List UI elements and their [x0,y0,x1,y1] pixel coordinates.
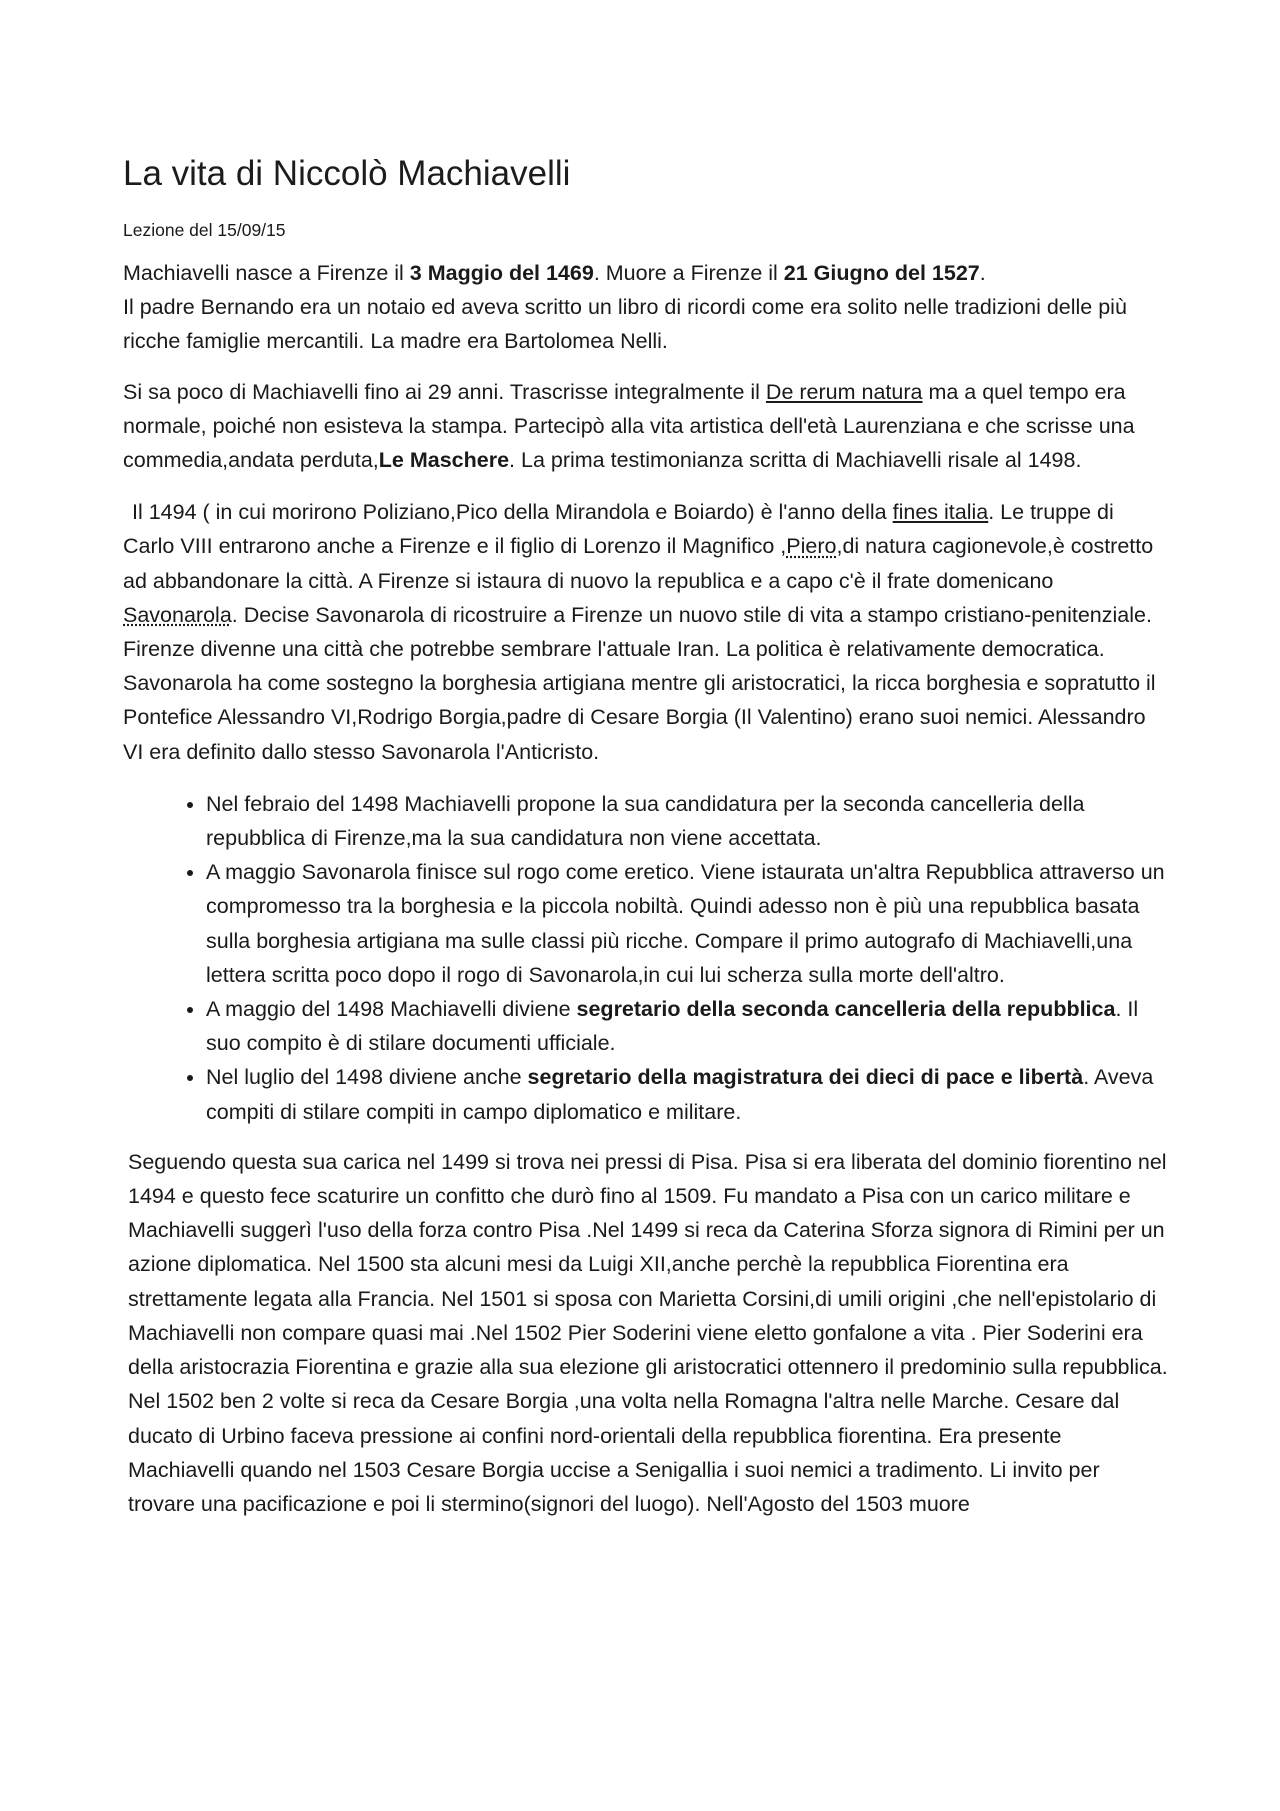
list-item [206,1060,1170,1128]
list-item: • Nel febraio del 1498 Machiavelli propone la sua candidatura per la seconda cancelleria della repubblica di Firenze,ma la sua candidatura non viene accettata. [206,787,1170,855]
underlined-fines-italia: fines italia [892,500,989,525]
paragraph-1494 [123,495,1170,769]
bullet-list [123,787,1170,1129]
bold-le-maschere: Le Maschere [378,448,510,473]
bold-role: segretario della magistratura dei dieci di pace e libertà [527,1065,1084,1090]
bold-death-date: 21 Giugno del 1527 [783,261,980,285]
dotted-piero: Piero [786,534,837,559]
text-span: A maggio del 1498 Machiavelli diviene [206,997,577,1022]
paragraph-birth [123,256,1170,359]
text-span: . La prima testimonianza scritta di Machiavelli risale al 1498. [509,448,1082,473]
bold-birth-date: 3 Maggio del 1469 [409,261,594,285]
page-title: La vita di Niccolò Machiavelli [123,154,571,193]
text-span: Machiavelli nasce a Firenze il [123,261,410,285]
text-span: ,di natura cagionevole,è costretto ad abbandonare la città. A Firenze si istaura di nuovo la republica e a capo c'è il frate domenicano [123,534,1154,593]
list-item [206,992,1170,1060]
text-span: Si sa poco di Machiavelli fino ai 29 anni. Trascrisse integralmente il [123,379,766,404]
list-item: • A maggio Savonarola finisce sul rogo come eretico. Viene istaurata un'altra Repubblica attraverso un compromesso tra la borghesia e la piccola nobiltà. Quindi adesso non è più una repubblica basata sulla borghesia artigiana ma sulle classi più ricche. Compare il primo autografo di Machiavelli,una lettera scritta poco dopo il rogo di Savonarola,in cui lui scherza sulla morte dell'altro. [206,855,1170,992]
paragraph-pisa: Seguendo questa sua carica nel 1499 si trova nei pressi di Pisa. Pisa si era liberata del dominio fiorentino nel 1494 e questo fece scaturire un confitto che durò fino al 1509. Fu mandato a Pisa con un carico militare e Machiavelli suggerì l'uso della forza contro Pisa .Nel 1499 si reca da Caterina Sforza signora di Rimini per un azione diplomatica. Nel 1500 sta alcuni mesi da Luigi XII,anche perchè la repubblica Fiorentina era strettamente legata alla Francia. Nel 1501 si sposa con Marietta Corsini,di umili origini ,che nell'epistolario di Machiavelli non compare quasi mai .Nel 1502 Pier Soderini viene eletto gonfalone a vita . Pier Soderini era della aristocrazia Fiorentina e grazie alla sua elezione gli aristocratici ottennero il predominio sulla repubblica. Nel 1502 ben 2 volte si reca da Cesare Borgia ,una volta nella Romagna l'altra nelle Marche. Cesare dal ducato di Urbino faceva pressione ai confini nord-orientali della repubblica fiorentina. Era presente Machiavelli quando nel 1503 Cesare Borgia uccise a Senigallia i suoi nemici a tradimento. Li invito per trovare una pacificazione e poi li stermino(signori del luogo). Nell'Agosto del 1503 muore [128,1149,1168,1516]
text-span: Il 1494 ( in cui morirono Poliziano,Pico della Mirandola e Boiardo) è l'anno della [132,500,893,525]
text-span: . [979,261,986,285]
lesson-date: Lezione del 15/09/15 [123,220,286,240]
text-span: . Il suo compito è di stilare documenti ufficiale. [206,997,1139,1056]
bold-role: segretario della seconda cancelleria della repubblica [576,997,1116,1022]
text-span: ma a quel tempo era normale, poiché non esisteva la stampa. Partecipò alla vita artistica dell'età Laurenziana e che scrisse una commedia,andata perduta, [123,379,1135,473]
underlined-de-rerum-natura: De rerum natura [765,379,923,404]
text-span: Nel luglio del 1498 diviene anche [206,1065,528,1090]
text-span: Il padre Bernando era un notaio ed aveva scritto un libro di ricordi come era solito nelle tradizioni delle più ricche famiglie mercantili. La madre era Bartolomea Nelli. [123,295,1127,354]
text-span: . Decise Savonarola di ricostruire a Firenze un nuovo stile di vita a stampo cristiano-penitenziale. Firenze divenne una città che potrebbe sembrare l'attuale Iran. La politica è relativamente democratica. Savonarola ha come sostegno la borghesia artigiana mentre gli aristocratici, la ricca borghesia e sopratutto il Pontefice Alessandro VI,Rodrigo Borgia,padre di Cesare Borgia (Il Valentino) erano suoi nemici. Alessandro VI era definito dallo stesso Savonarola l'Anticristo. [123,602,1156,764]
text-span: . Le truppe di Carlo VIII entrarono anche a Firenze e il figlio di Lorenzo il Magnifico , [123,500,1114,559]
text-span: . Muore a Firenze il [593,261,784,285]
dotted-savonarola: Savonarola [123,602,232,627]
paragraph-youth [123,375,1170,478]
text-span: . Aveva compiti di stilare compiti in campo diplomatico e militare. [206,1065,1154,1124]
